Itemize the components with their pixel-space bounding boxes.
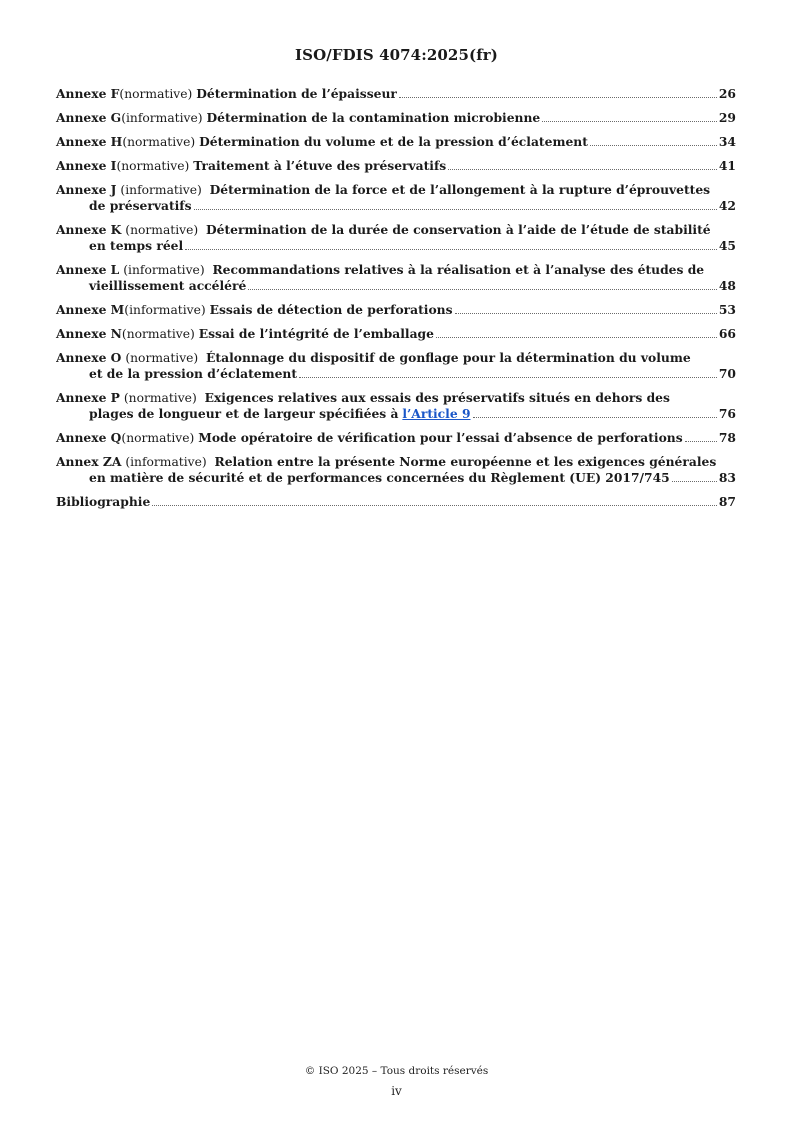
toc-entry[interactable] (56, 390, 736, 422)
toc-entry-label: Annexe J (56, 182, 117, 197)
toc-entry-page[interactable]: 45 (718, 238, 736, 253)
toc-entry[interactable] (56, 326, 736, 342)
toc-entry-type: (informative) (125, 455, 207, 469)
toc-entry-label: Annex ZA (56, 454, 122, 469)
toc-entry-label: Annexe O (56, 350, 122, 365)
toc-entry-type: (normative) (116, 159, 190, 173)
toc-entry-page[interactable]: 34 (718, 134, 736, 149)
toc-entry-title: Détermination de l’épaisseur (196, 86, 397, 101)
toc-entry-last-line (56, 406, 736, 422)
toc-entry-page[interactable]: 48 (718, 278, 736, 293)
toc-entry[interactable] (56, 430, 736, 446)
toc-entry-label: Annexe K (56, 222, 122, 237)
toc-entry-page[interactable]: 42 (718, 198, 736, 213)
toc-entry-first-line (56, 350, 736, 366)
dot-leader (455, 313, 717, 314)
toc-entry-page[interactable]: 83 (718, 470, 736, 485)
toc-entry-last-line (56, 198, 736, 214)
toc-entry-title: Recommandations relatives à la réalisation et à l’analyse des études de (212, 262, 705, 277)
toc-entry-type: (informative) (121, 111, 203, 125)
article-9-link[interactable]: l’Article 9 (402, 406, 471, 421)
toc-entry-label: Annexe M (56, 302, 125, 317)
toc-entry-title: Détermination de la durée de conservation à l’aide de l’étude de stabilité (206, 222, 711, 237)
toc-entry-line (56, 326, 736, 342)
toc-entry-page[interactable]: 41 (718, 158, 736, 173)
toc-entry-label: Annexe G (56, 110, 122, 125)
toc-entry-label: Annexe I (56, 158, 117, 173)
dot-leader (399, 97, 717, 98)
toc-entry-label: Annexe P (56, 390, 120, 405)
dot-leader (590, 145, 717, 146)
toc-entry-title: Détermination de la force et de l’allongement à la rupture d’éprouvettes (209, 182, 711, 197)
toc-entry-page[interactable]: 70 (718, 366, 736, 381)
dot-leader (248, 289, 717, 290)
toc-entry-line (56, 158, 736, 174)
toc-entry[interactable] (56, 350, 736, 382)
toc-entry-title: Mode opératoire de vérification pour l’essai d’absence de perforations (198, 430, 683, 445)
dot-leader (542, 121, 717, 122)
toc-entry-last-line (56, 278, 736, 294)
toc-entry[interactable] (56, 86, 736, 102)
toc-entry-label: Annexe H (56, 134, 123, 149)
toc-entry[interactable] (56, 262, 736, 294)
toc-entry-title: Traitement à l’étuve des préservatifs (193, 158, 447, 173)
toc-entry[interactable] (56, 454, 736, 486)
document-header: ISO/FDIS 4074:2025(fr) (295, 46, 498, 64)
toc-entry-first-line (56, 454, 736, 470)
toc-entry-title: Essai de l’intégrité de l’emballage (198, 326, 434, 341)
toc-entry-title-continued: vieillissement accéléré (89, 278, 247, 293)
toc-entry[interactable] (56, 222, 736, 254)
toc-entry-type: (normative) (125, 351, 199, 365)
toc-entry[interactable] (56, 182, 736, 214)
toc-entry-type: (normative) (122, 135, 196, 149)
toc-entry-first-line (56, 390, 736, 406)
toc-entry-line (56, 302, 736, 318)
toc-entry-type: (normative) (121, 327, 195, 341)
toc-entry-page[interactable]: 26 (718, 86, 736, 101)
toc-entry-title: Détermination du volume et de la pression d’éclatement (199, 134, 588, 149)
toc-entry-label: Annexe Q (56, 430, 122, 445)
toc-entry-line (56, 134, 736, 150)
toc-entry-type: (normative) (125, 223, 199, 237)
page-number: iv (391, 1084, 402, 1098)
toc-entry-label: Annexe N (56, 326, 122, 341)
toc-entry[interactable] (56, 302, 736, 318)
toc-entry-title-continued: et de la pression d’éclatement (89, 366, 298, 381)
toc-entry-first-line (56, 182, 736, 198)
dot-leader (672, 481, 717, 482)
toc-entry-title: Relation entre la présente Norme européenne et les exigences générales (214, 454, 717, 469)
toc-entry-label: Bibliographie (56, 494, 151, 509)
toc-entry[interactable] (56, 494, 736, 510)
dot-leader (473, 417, 717, 418)
toc-entry-page[interactable]: 87 (718, 494, 736, 509)
toc-entry-title-continued: de préservatifs (89, 198, 192, 213)
toc-entry-page[interactable]: 76 (718, 406, 736, 421)
toc-entry-title: Essais de détection de perforations (209, 302, 453, 317)
toc-entry-page[interactable]: 29 (718, 110, 736, 125)
toc-entry-line (56, 86, 736, 102)
dot-leader (152, 505, 717, 506)
table-of-contents (56, 86, 736, 518)
toc-entry-title-continued: en matière de sécurité et de performances concernées du Règlement (UE) 2017/745 (89, 470, 670, 485)
dot-leader (448, 169, 717, 170)
dot-leader (299, 377, 717, 378)
toc-entry-title-continued: en temps réel (89, 238, 184, 253)
toc-entry-type: (normative) (121, 431, 195, 445)
toc-entry[interactable] (56, 110, 736, 126)
toc-entry-title: Détermination de la contamination microbienne (206, 110, 541, 125)
toc-entry[interactable] (56, 134, 736, 150)
dot-leader (185, 249, 717, 250)
toc-entry-type: (informative) (120, 183, 202, 197)
toc-entry-page[interactable]: 53 (718, 302, 736, 317)
toc-entry-first-line (56, 222, 736, 238)
toc-entry-type: (normative) (123, 391, 197, 405)
dot-leader (436, 337, 717, 338)
toc-entry-page[interactable]: 66 (718, 326, 736, 341)
toc-entry-type: (normative) (119, 87, 193, 101)
toc-entry-page[interactable]: 78 (718, 430, 736, 445)
toc-entry-last-line (56, 238, 736, 254)
toc-entry-line (56, 110, 736, 126)
toc-entry-last-line (56, 366, 736, 382)
toc-entry-label: Annexe F (56, 86, 120, 101)
toc-entry-title: Étalonnage du dispositif de gonflage pour la détermination du volume (206, 350, 691, 365)
toc-entry-last-line (56, 470, 736, 486)
copyright-footer: © ISO 2025 – Tous droits réservés (304, 1065, 489, 1077)
toc-entry-type: (informative) (123, 263, 205, 277)
toc-entry[interactable] (56, 158, 736, 174)
dot-leader (194, 209, 717, 210)
dot-leader (685, 441, 717, 442)
toc-entry-first-line (56, 262, 736, 278)
toc-entry-title: Exigences relatives aux essais des préservatifs situés en dehors des (204, 390, 670, 405)
toc-entry-type: (informative) (124, 303, 206, 317)
toc-entry-line (56, 494, 736, 510)
toc-entry-line (56, 430, 736, 446)
toc-entry-label: Annexe L (56, 262, 120, 277)
toc-entry-title-continued: plages de longueur et de largeur spécifiées à (89, 406, 399, 421)
